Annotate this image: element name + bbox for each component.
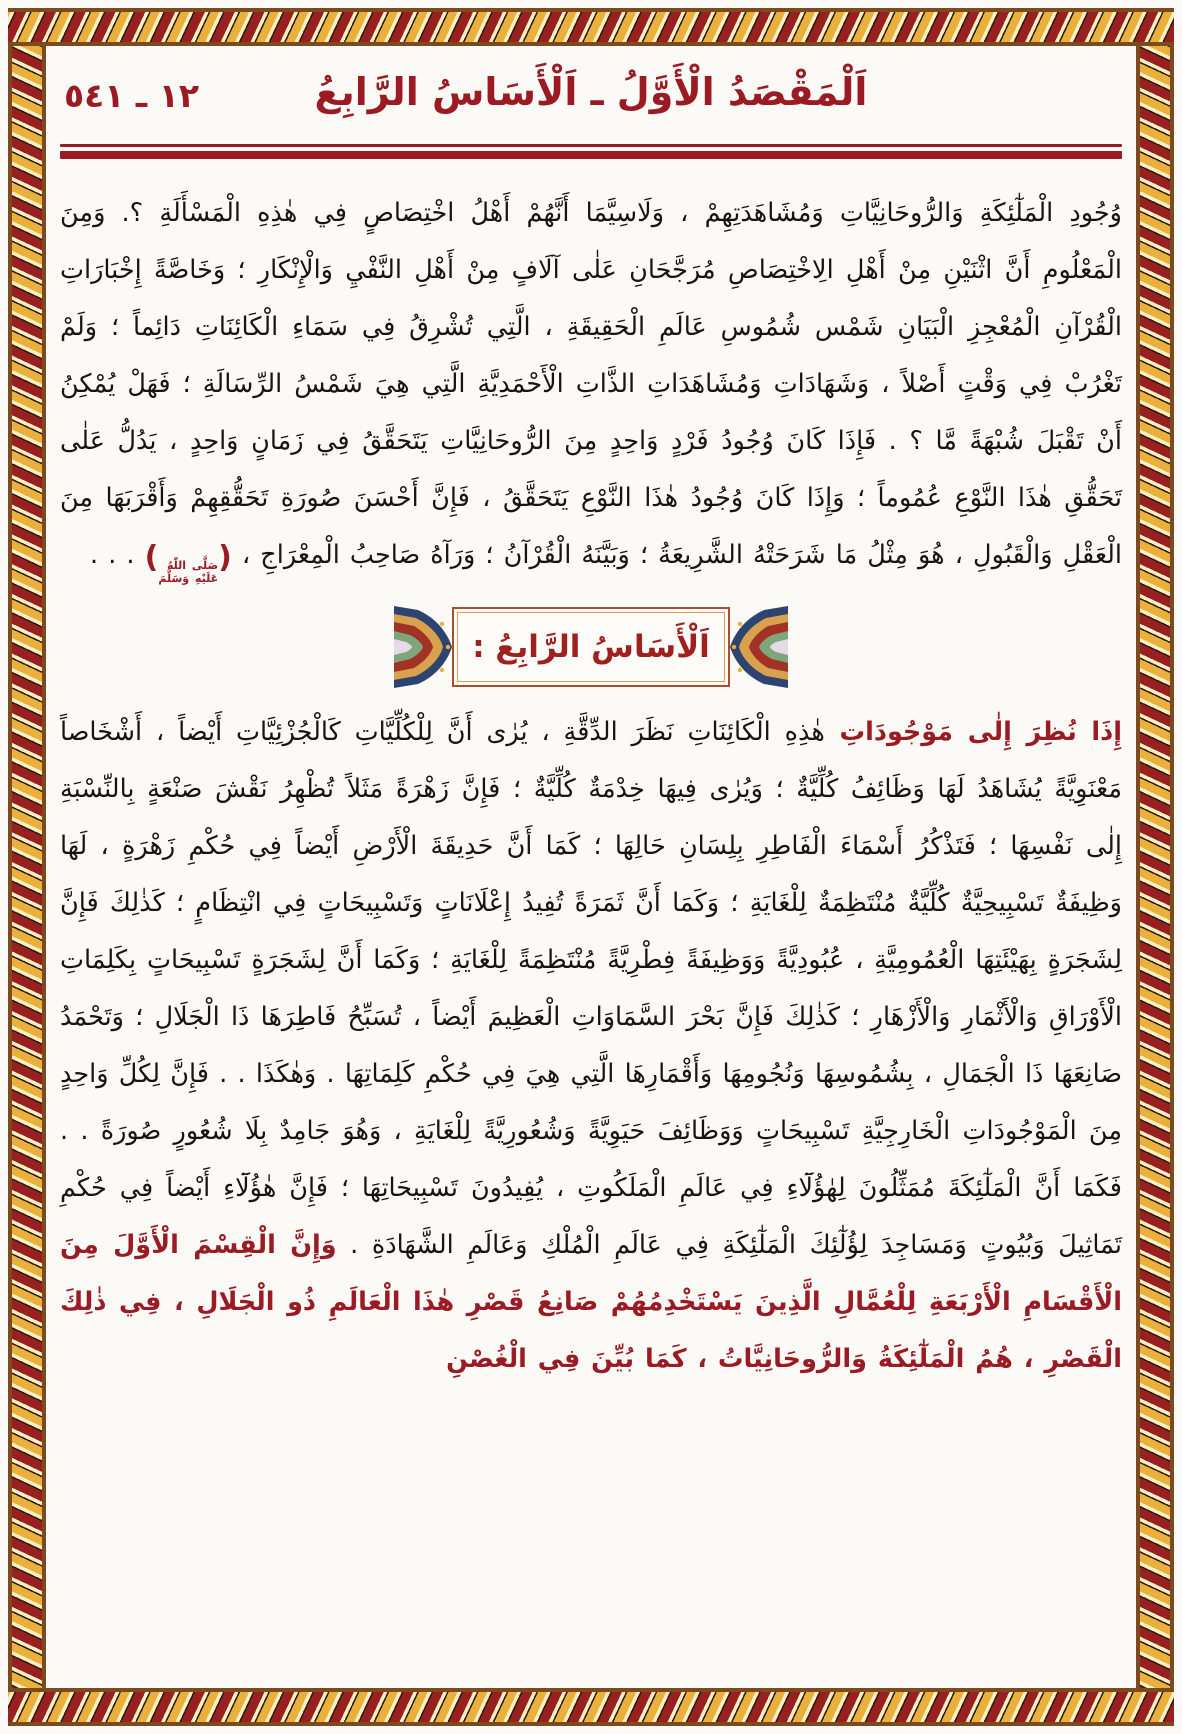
decorative-border-top (8, 8, 1174, 46)
salawat-open-paren: ( (218, 540, 232, 575)
decorative-border-left (8, 8, 46, 1726)
salawat-line-2: عَلَيْهِ وَسَلَّمَ (158, 571, 219, 585)
decorative-border-right (1136, 8, 1174, 1726)
page-title: اَلْمَقْصَدُ الْأَوَّلُ ـ اَلْأَسَاسُ الرَّابِعُ (314, 70, 868, 114)
section-ornament (58, 604, 1124, 690)
salawat-ligature (144, 540, 232, 585)
salawat-close-paren: ) (144, 540, 159, 575)
section-heading: اَلْأَسَاسُ الرَّابِعُ : (472, 629, 710, 665)
header-rule-thin (60, 144, 1122, 147)
page-number: ١٢ ـ ٥٤١ (64, 76, 199, 115)
section-heading-box (452, 607, 730, 687)
arabesque-finial-right-icon (394, 604, 452, 690)
paragraph-2 (60, 704, 1122, 1388)
page-content (58, 52, 1124, 1686)
paragraph-1-trailing-dots: . . . (90, 540, 145, 570)
header-rule-thick (60, 151, 1122, 159)
page-header (58, 52, 1124, 144)
paragraph-2-red-lead: إِذَا نُظِرَ إِلٰى مَوْجُودَاتِ (824, 717, 1122, 747)
arabesque-finial-left-icon (730, 604, 788, 690)
salawat-line-1: صَلَّى اللّٰهُ (167, 559, 219, 572)
paragraph-1 (60, 185, 1122, 586)
paragraph-2-black-body: هٰذِهِ الْكَائِنَاتِ نَظَرَ الدِّقَّةِ ، يُرٰى أَنَّ لِلْكُلِّيَّاتِ كَالْجُزْئِيَّاتِ أَيْضاً ، أَشْخَاصاً مَعْنَوِيَّةً يُشَاهَدُ لَهَا وَظَائِفُ كُلِّيَّةٌ ؛ وَيُرٰى فِيهَا خِدْمَةٌ كُلِّيَّةٌ ؛ فَإِنَّ زَهْرَةً مَثَلاً تُظْهِرُ نَقْشَ صَنْعَةٍ بِالنِّسْبَةِ إِلٰى نَفْسِهَا ؛ فَتَذْكُرُ أَسْمَاءَ الْفَاطِرِ بِلِسَانِ حَالِهَا ؛ كَمَا أَنَّ حَدِيقَةَ الْأَرْضِ أَيْضاً فِي حُكْمِ زَهْرَةٍ ، لَهَا وَظِيفَةٌ تَسْبِيحِيَّةٌ كُلِّيَّةٌ مُنْتَظِمَةٌ لِلْغَايَةِ ؛ وَكَمَا أَنَّ ثَمَرَةً تُفِيدُ إِعْلَانَاتٍ وَتَسْبِيحَاتٍ فِي انْتِظَامٍ ؛ كَذٰلِكَ فَإِنَّ لِشَجَرَةٍ بِهَيْئَتِهَا الْعُمُومِيَّةِ ، عُبُودِيَّةً وَوَظِيفَةً فِطْرِيَّةً مُنْتَظِمَةً لِلْغَايَةِ ؛ وَكَمَا أَنَّ لِشَجَرَةٍ تَسْبِيحَاتٍ بِكَلِمَاتِ الْأَوْرَاقِ وَالْأَثْمَارِ وَالْأَزْهَارِ ؛ كَذٰلِكَ فَإِنَّ بَحْرَ السَّمَاوَاتِ الْعَظِيمَ أَيْضاً ، تُسَبِّحُ فَاطِرَهَا ذَا الْجَلَالِ ؛ وَتَحْمَدُ صَانِعَهَا ذَا الْجَمَالِ ، بِشُمُوسِهَا وَنُجُومِهَا وَأَقْمَارِهَا الَّتِي هِيَ فِي حُكْمِ كَلِمَاتِهَا . وَهٰكَذَا . . فَإِنَّ لِكُلِّ وَاحِدٍ مِنَ الْمَوْجُودَاتِ الْخَارِجِيَّةِ تَسْبِيحَاتٍ وَوَظَائِفَ حَيَوِيَّةً وَشُعُورِيَّةً لِلْغَايَةِ ، وَهُوَ جَامِدٌ بِلَا شُعُورٍ صُورَةً . . فَكَمَا أَنَّ الْمَلٰٓئِكَةَ مُمَثِّلُونَ لِهٰؤُلَٓاءِ فِي عَالَمِ الْمَلَكُوتِ ، يُفِيدُونَ تَسْبِيحَاتِهَا ؛ فَإِنَّ هٰؤُلَٓاءِ أَيْضاً فِي حُكْمِ تَمَاثِيلَ وَبُيُوتٍ وَمَسَاجِدَ لِؤُلٰٓئِكَ الْمَلٰٓئِكَةِ فِي عَالَمِ الْمُلْكِ وَعَالَمِ الشَّهَادَةِ . (60, 717, 1122, 1260)
salawat-stack (158, 560, 218, 585)
decorative-border-bottom (8, 1688, 1174, 1726)
paragraph-2-red-tail: وَإِنَّ الْقِسْمَ الْأَوَّلَ مِنَ الْأَقْسَامِ الْأَرْبَعَةِ لِلْعُمَّالِ الَّذِينَ يَسْتَخْدِمُهُمْ صَانِعُ قَصْرِ هٰذَا الْعَالَمِ ذُو الْجَلَالِ ، فِي ذٰلِكَ الْقَصْرِ ، هُمُ الْمَلٰٓئِكَةُ وَالرُّوحَانِيَّاتُ ، كَمَا بُيِّنَ فِي الْغُصْنِ (60, 1230, 1122, 1374)
paragraph-1-text: وُجُودِ الْمَلٰٓئِكَةِ وَالرُّوحَانِيَّاتِ وَمُشَاهَدَتِهِمْ ، وَلَاسِيَّمَا أَنَّهُمْ أَهْلُ اخْتِصَاصٍ فِي هٰذِهِ الْمَسْأَلَةِ ؟. وَمِنَ الْمَعْلُومِ أَنَّ اثْنَيْنِ مِنْ أَهْلِ الِاخْتِصَاصِ مُرَجَّحَانِ عَلٰى آلَافٍ مِنْ أَهْلِ النَّفْيِ وَالْإِنْكَارِ ؛ وَخَاصَّةً إِخْبَارَاتِ الْقُرْآنِ الْمُعْجِزِ الْبَيَانِ شَمْس شُمُوسِ عَالَمِ الْحَقِيقَةِ ، الَّتِي تُشْرِقُ فِي سَمَاءِ الْكَائِنَاتِ دَائِماً ؛ وَلَمْ تَغْرُبْ فِي وَقْتٍ أَصْلاً ، وَشَهَادَاتِ وَمُشَاهَدَاتِ الذَّاتِ الْأَحْمَدِيَّةِ الَّتِي هِيَ شَمْسُ الرِّسَالَةِ ؛ فَهَلْ يُمْكِنُ أَنْ تَقْبَلَ شُبْهَةً مَّا ؟ . فَإِذَا كَانَ وُجُودُ فَرْدٍ وَاحِدٍ مِنَ الرُّوحَانِيَّاتِ يَتَحَقَّقُ فِي زَمَانٍ وَاحِدٍ ، يَدُلُّ عَلٰى تَحَقُّقِ هٰذَا النَّوْعِ عُمُوماً ؛ وَإِذَا كَانَ وُجُودُ هٰذَا النَّوْعِ يَتَحَقَّقُ ، فَإِنَّ أَحْسَنَ صُورَةِ تَحَقُّقِهِمْ وَأَقْرَبَهَا مِنَ الْعَقْلِ وَالْقَبُولِ ، هُوَ مِثْلُ مَا شَرَحَتْهُ الشَّرِيعَةُ ؛ وَبَيَّنَهُ الْقُرْآنُ ؛ وَرَآهُ صَاحِبُ الْمِعْرَاجِ ، (60, 198, 1122, 570)
